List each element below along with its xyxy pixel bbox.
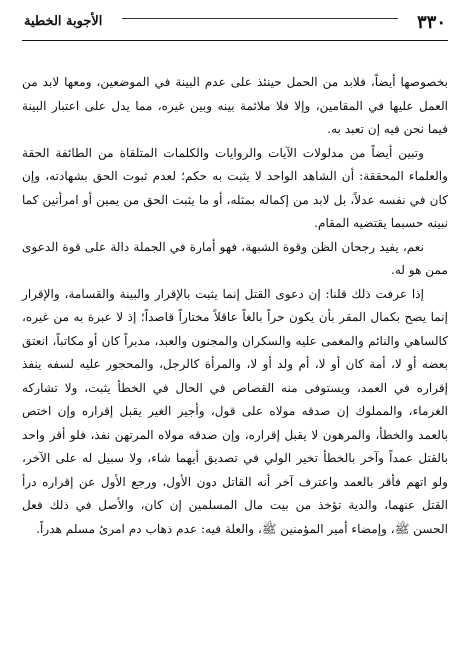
header-rule [122,18,398,19]
body-text [22,71,448,541]
page-number: ٣٣٠ [416,12,446,33]
running-header [22,10,448,41]
paragraph: وتبين أيضاً من مدلولات الآيات والروايات والكلمات المتلقاة من الطائفة الحقة والعلماء المحققة: أن الشاهد الواحد لا يثبت به حكم؛ لعدم ثبوت الحق بشهادته، وإن كان في نفسه عدلاً، بل لابد من إكماله بمثله، أو ما يثبت الحق من يمين أو امرأتين كما نبينه حسبما يقتضيه المقام. [22,145,448,230]
paragraph: نعم، يفيد رجحان الظن وقوة الشبهة، فهو أمارة في الجملة دالة على قوة الدعوى ممن هو له. [22,239,448,277]
paragraph: إذا عرفت ذلك قلنا: إن دعوى القتل إنما يثبت بالإقرار والبينة والقسامة، والإقرار إنما يصح بكمال المقر بأن يكون حراً بالغاً عاقلاً مختاراً قاصداً؛ إذ لا عبرة به من غيره، كالساهي والنائم والمغمى عليه والسكران والمجنون والعبد، مدبراً كان أو مكاتباً، انعتق بعضه أو لا، أمة كان أو لا، أم ولد أو لا، والمرأة كالرجل، والمحجور عليه لسفه ينفذ إقراره في العمد، ويستوفى منه القصاص في الحال في الخطأ يثبت، ولا تشاركه الغرماء، والمملوك إن صدقه مولاه على قول، وأجير الغير يقبل إقراره وإن اختص بالعمد والخطأ، والمرهون لا يقبل إقراره، وإن صدقه مولاه المرتهن نفذ، فلو أقر واحد بالقتل عمداً وآخر بالخطأ تخير الولي في تصديق أيهما شاء، ولا سبيل له على الآخر، ولو اتهم فأقر بالعمد واعترف آخر أنه القاتل دون الأول، ورجع الأول عن إقراره درأ القتل عنهما، والدية تؤخذ من بيت مال المسلمين إن كان، والأصل في ذلك فعل الحسن ﷺ، وإمضاء أمير المؤمنين ﷺ، والعلة فيه: عدم ذهاب دم امرئ مسلم هدراً. [22,286,448,536]
paragraph: بخصوصها أيضاً، فلابد من الحمل حينئذ على عدم البينة في الموضعين، ومعها لابد من العمل عليها في المقامين، وإلا فلا ملائمة بينه وبين غيره، مما يدل على اعتبار البينة فيما نحن فيه إن تعبد به. [22,75,448,136]
book-title: الأجوبة الخطية [24,14,103,29]
book-page [22,10,448,650]
